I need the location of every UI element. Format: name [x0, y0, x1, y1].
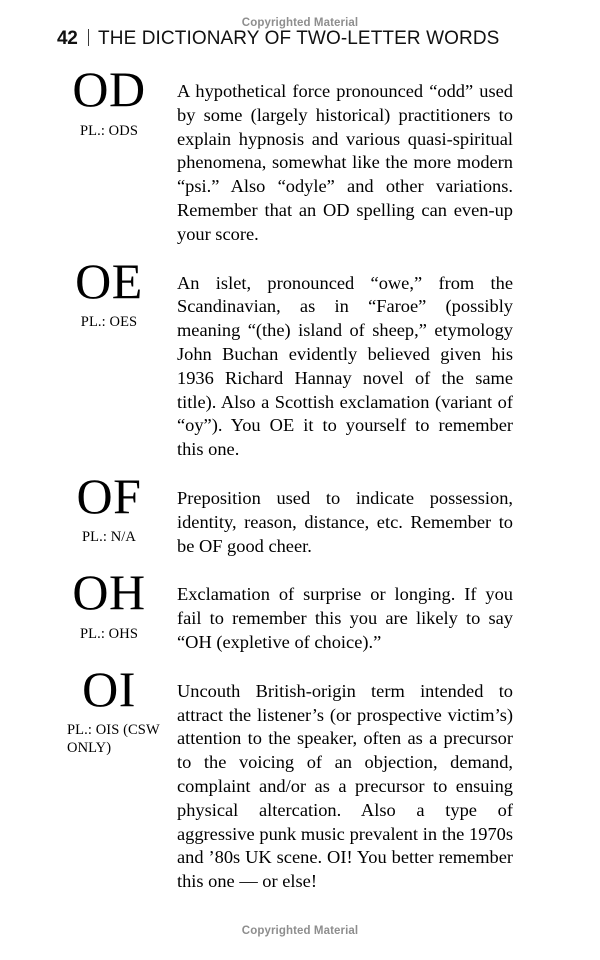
book-title: THE DICTIONARY OF TWO-LETTER WORDS [98, 28, 500, 49]
headword: OF [76, 467, 142, 524]
headword: OE [75, 252, 143, 309]
headword-column [57, 467, 169, 547]
headword-column [57, 252, 169, 332]
definition-text: Preposition used to indicate possession, identity, reason, distance, etc. Remember to be OF good cheer. [177, 487, 513, 556]
definition-text: Uncouth British-origin term intended to attract the listener’s (or prospective victim’s) attention to the speaker, often as a precursor to the voicing of an objection, demand, complaint and/or as a precursor to ensuing physical altercation. Also a type of aggressive punk music prevalent in the 1970s and ’80s UK scene. OI! You better remember this one — or else! [177, 680, 513, 892]
plural-form: PL.: OIS (CSW ONLY) [67, 722, 160, 756]
headword: OD [72, 61, 146, 117]
plural-form: PL.: OES [80, 314, 138, 331]
definition-text: An islet, pronounced “owe,” from the Scandinavian, as in “Faroe” (possibly meaning “(the) island of sheep,” etymology John Buchan evidently believed given his 1936 Richard Hannay novel of the same title). Also a Scottish exclamation (variant of “oy”). You OE it to yourself to remember this one. [177, 272, 513, 460]
headword: OH [72, 564, 146, 621]
dictionary-entry [57, 467, 513, 558]
page-number: 42 [57, 28, 78, 49]
headword: OI [82, 660, 136, 717]
headword-column [57, 564, 169, 643]
dictionary-entry [57, 252, 513, 462]
copyright-watermark-top: Copyrighted Material [241, 17, 359, 29]
running-head [57, 27, 543, 51]
plural-form: PL.: ODS [79, 122, 138, 139]
headword-column [57, 660, 169, 758]
plural-form: PL.: OHS [79, 625, 138, 642]
running-head-divider [88, 29, 90, 46]
dictionary-entry [57, 61, 513, 247]
definition-text: Exclamation of surprise or longing. If you fail to remember this you are likely to say “OH (expletive of choice).” [177, 584, 513, 652]
headword-column [57, 61, 169, 140]
dictionary-entry [57, 660, 513, 894]
plural-form: PL.: N/A [82, 529, 136, 546]
definition-text: A hypothetical force pronounced “odd” used by some (largely historical) practitioners to explain hypnosis and various quasi-spiritual phenomena, somewhat like the more modern “psi.” Also “odyle” and other variations. Remember that an OD spelling can even-up your score. [177, 81, 513, 244]
dictionary-entry-list [57, 61, 513, 894]
dictionary-entry [57, 564, 513, 654]
copyright-watermark-bottom: Copyrighted Material [241, 925, 359, 937]
